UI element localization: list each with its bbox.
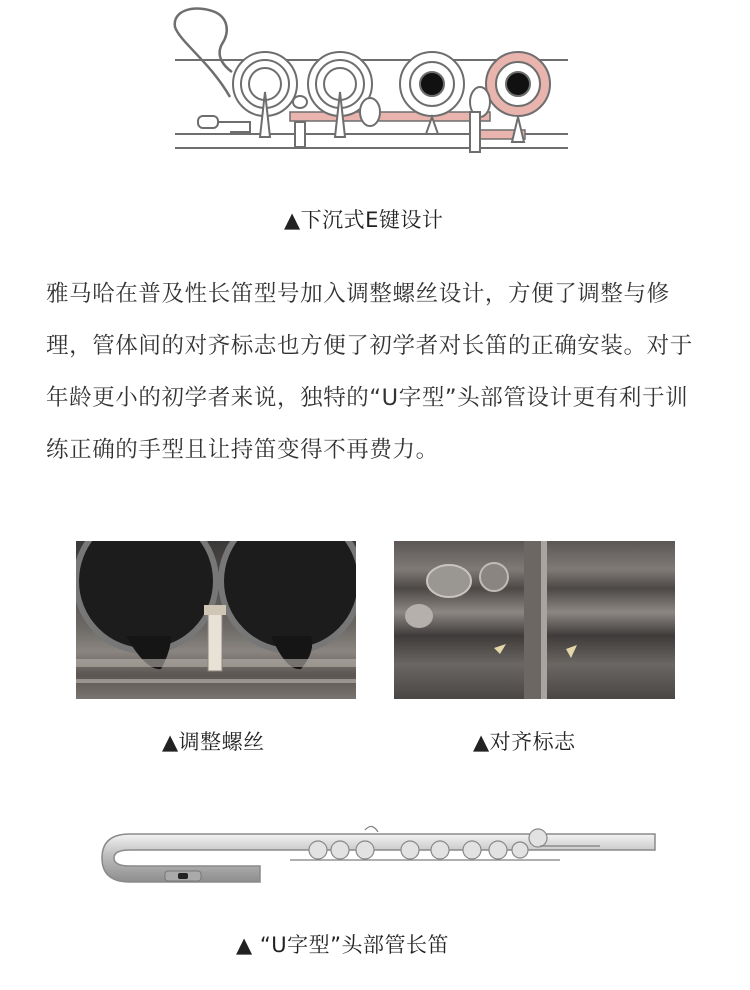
e-key-diagram xyxy=(170,2,570,160)
u-flute-caption: ▲ “U字型”头部管长笛 xyxy=(236,933,449,957)
alignment-mark-caption: ▲对齐标志 xyxy=(473,730,576,754)
e-key-caption: ▲下沉式E键设计 xyxy=(284,208,444,232)
u-shaped-flute-image xyxy=(100,820,660,892)
adjusting-screw-photo xyxy=(76,541,356,699)
description-paragraph: 雅马哈在普及性长笛型号加入调整螺丝设计，方便了调整与修理，管体间的对齐标志也方便了初学者对长笛的正确安装。对于年龄更小的初学者来说，独特的“U字型”头部管设计更有利于训练正确的手型且让持笛变得不再费力。 xyxy=(46,281,693,463)
alignment-mark-photo xyxy=(394,541,675,699)
adjusting-screw-caption: ▲调整螺丝 xyxy=(162,730,265,754)
